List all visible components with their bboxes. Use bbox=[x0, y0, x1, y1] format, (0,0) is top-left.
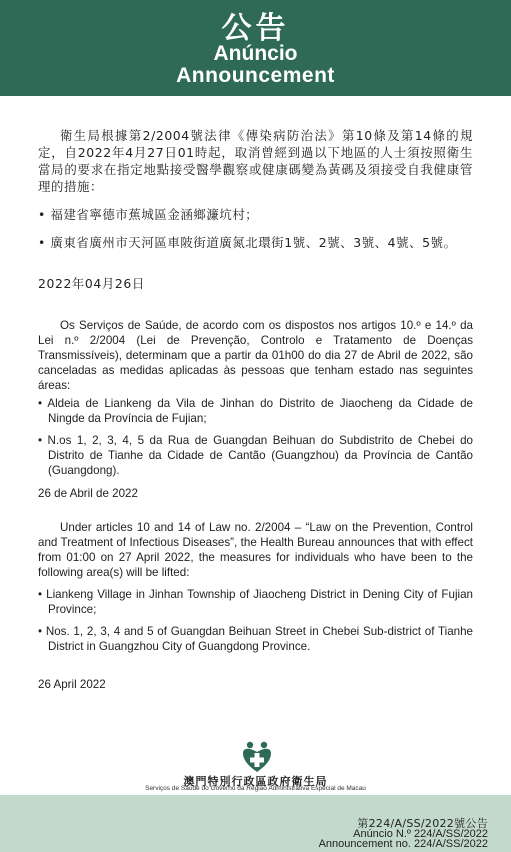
chinese-intro-paragraph: 衛生局根據第2/2004號法律《傳染病防治法》第10條及第14條的規定，自2022年4月27日01時起，取消曾經到過以下地區的人士須按照衛生當局的要求在指定地點接受醫學觀察或健康碼變為黃碼及須接受自我健康管理的措施： bbox=[38, 128, 473, 194]
portuguese-bullet-2: • N.os 1, 2, 3, 4, 5 da Rua de Guangdan Beihuan do Subdistrito de Chebei do Distrito de Tianhe da Cidade de Cantão (Guangzhou) da Província de Cantão (Guangdong). bbox=[38, 434, 473, 477]
portuguese-date: 26 de Abril de 2022 bbox=[38, 487, 138, 500]
announcement-header bbox=[0, 0, 511, 96]
health-bureau-logo-icon bbox=[240, 740, 274, 774]
english-section bbox=[38, 520, 473, 580]
footer-bar bbox=[0, 795, 511, 852]
portuguese-list-item bbox=[38, 433, 473, 478]
organisation-name-portuguese: Serviços de Saúde do Governo da Região Administrativa Especial de Macau bbox=[145, 785, 366, 792]
english-date: 26 April 2022 bbox=[38, 678, 106, 691]
english-bullet-1: • Liankeng Village in Jinhan Township of Jiaocheng District in Dening City of Fujian Province; bbox=[38, 588, 473, 616]
reference-number-chinese: 第224/A/SS/2022號公告 bbox=[357, 817, 488, 830]
english-intro-paragraph: Under articles 10 and 14 of Law no. 2/2004 – “Law on the Prevention, Control and Treatment of Infectious Diseases”, the Health Bureau announces that with effect from 01:00 on 27 April 2022, the measures for individuals who have been to the following area(s) will be lifted: bbox=[38, 521, 473, 579]
english-list-item bbox=[38, 624, 473, 654]
reference-number-portuguese: Anúncio N.º 224/A/SS/2022 bbox=[353, 828, 488, 840]
title-chinese: 公告 bbox=[221, 11, 290, 46]
portuguese-intro-paragraph: Os Serviços de Saúde, de acordo com os dispostos nos artigos 10.º e 14.º da Lei n.º 2/2004 (Lei de Prevenção, Controlo e Tratamento de Doenças Transmissíveis), determinam que a partir da 01h00 do dia 27 de Abril de 2022, são canceladas as medidas aplicadas às pessoas que tenham estado nas seguintes áreas: bbox=[38, 319, 473, 392]
title-portuguese: Anúncio bbox=[213, 42, 298, 65]
portuguese-section bbox=[38, 318, 473, 393]
organisation-name-chinese: 澳門特別行政區政府衛生局 bbox=[183, 775, 328, 788]
chinese-date: 2022年04月26日 bbox=[38, 276, 145, 291]
chinese-list-item bbox=[38, 206, 473, 223]
title-english: Announcement bbox=[176, 64, 335, 87]
reference-number-english: Announcement no. 224/A/SS/2022 bbox=[318, 838, 488, 850]
chinese-section bbox=[38, 127, 473, 195]
chinese-bullet-2: • 廣東省廣州市天河區車陂街道廣氮北環街1號、2號、3號、4號、5號。 bbox=[38, 235, 457, 250]
english-bullet-2: • Nos. 1, 2, 3, 4 and 5 of Guangdan Beihuan Street in Chebei Sub-district of Tianhe District in Guangzhou City of Guangdong Province. bbox=[38, 625, 473, 653]
portuguese-list-item bbox=[38, 396, 473, 426]
english-list-item bbox=[38, 587, 473, 617]
chinese-list-item bbox=[38, 234, 473, 251]
chinese-bullet-1: • 福建省寧德市蕉城區金涵鄉濂坑村； bbox=[38, 207, 259, 222]
portuguese-bullet-1: • Aldeia de Liankeng da Vila de Jinhan do Distrito de Jiaocheng da Cidade de Ningde da Província de Fujian; bbox=[38, 397, 473, 425]
